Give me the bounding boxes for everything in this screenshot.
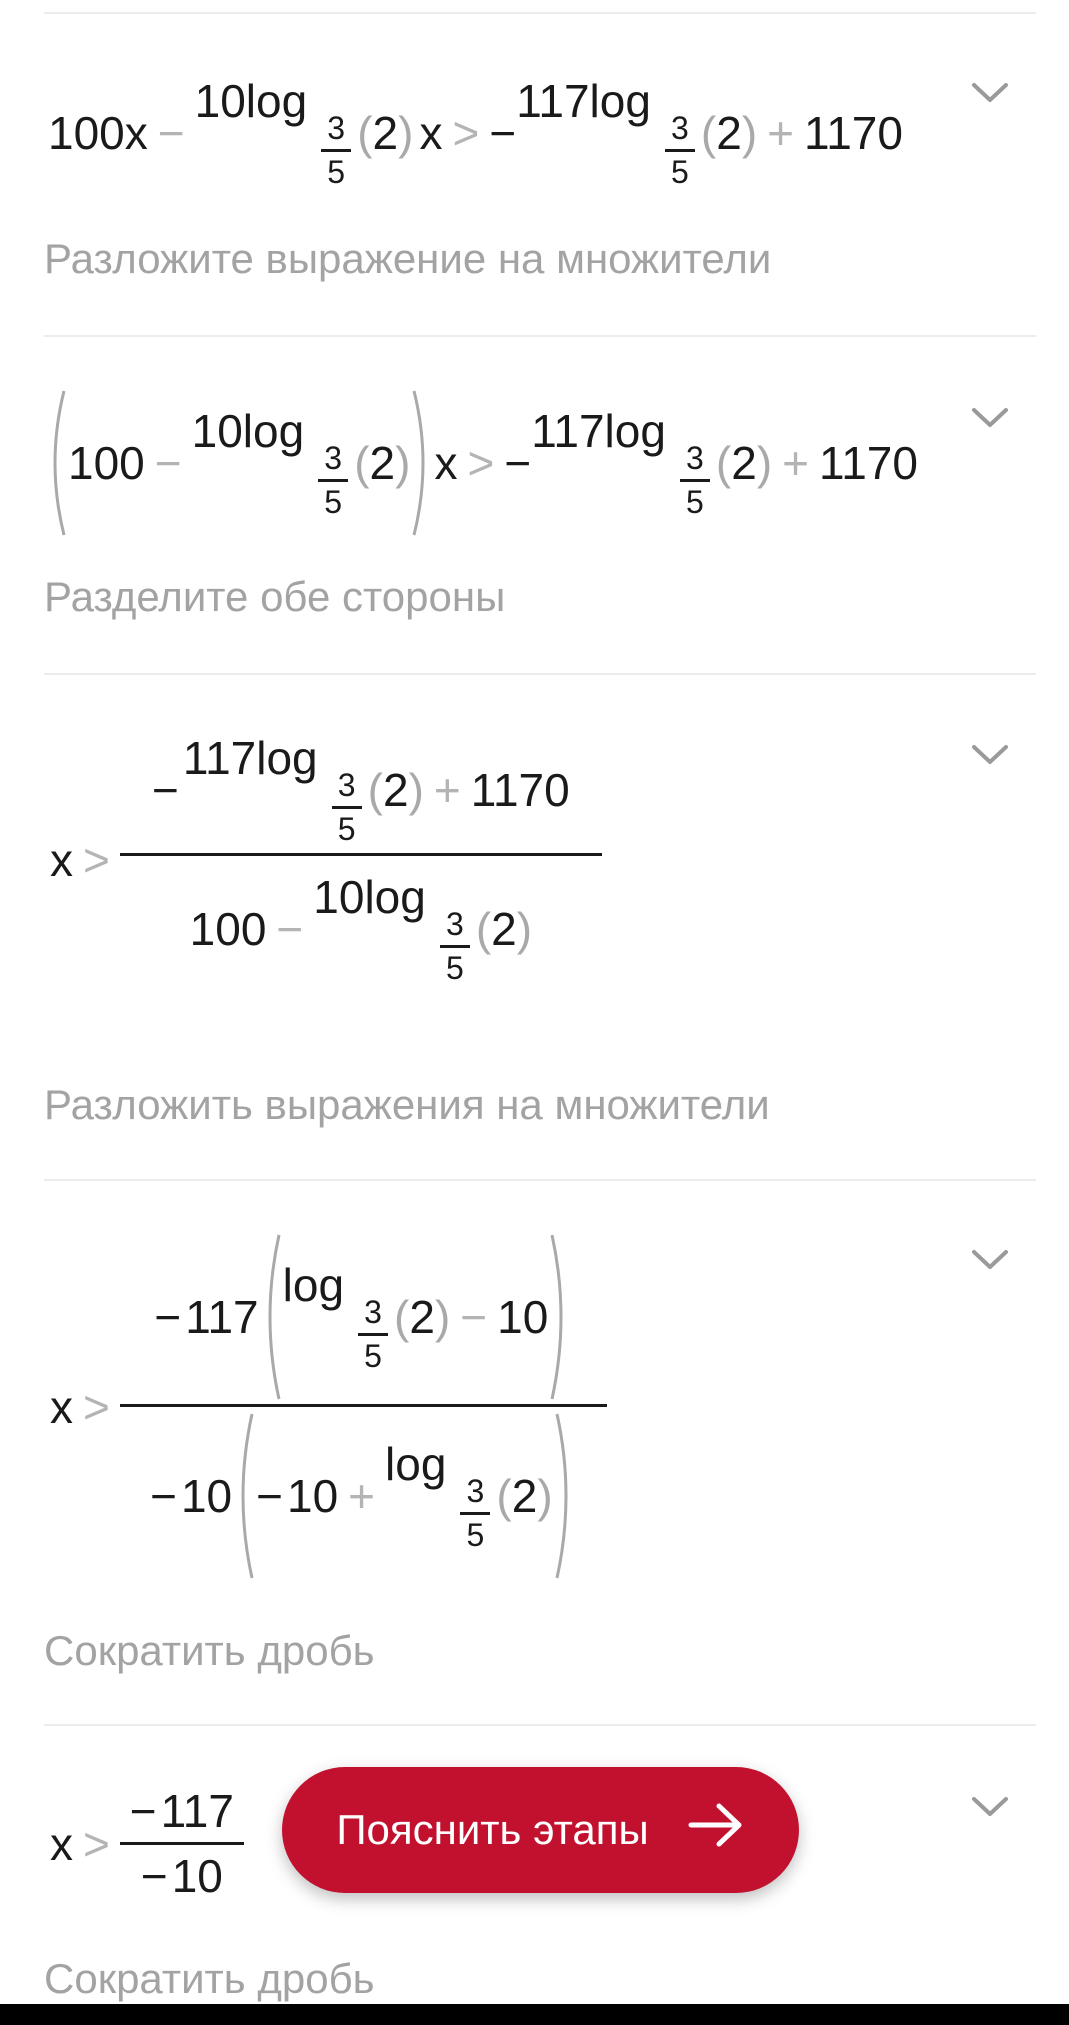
fraction	[120, 732, 602, 986]
arrow-right-icon	[687, 1802, 745, 1858]
step-divider	[44, 1179, 1036, 1181]
explain-steps-label: Пояснить этапы	[336, 1806, 649, 1853]
step-2-expression: 100 − 10log 3 5 ( 2 ) x > − 117log 3 5 ( 2 ) + 1170	[44, 388, 918, 538]
step-caption: Разделите обе стороны	[44, 573, 506, 620]
log-term: 10log 3 5	[192, 408, 355, 518]
numerator: − 117	[129, 1785, 234, 1837]
log-base: 3 5	[358, 1296, 388, 1372]
step-4-expression: x > − 117 log 3 5 ( 2 ) − 10 − 10 − 10 + log 3 5 ( 2 )	[50, 1232, 607, 1581]
denominator: − 10	[140, 1850, 223, 1902]
log-base: 3 5	[680, 442, 710, 518]
step-divider	[44, 673, 1036, 675]
step-5-expression: x > − 117 − 10	[50, 1788, 244, 1899]
fraction	[120, 1232, 607, 1581]
denominator: − 10 − 10 + log 3 5 ( 2 )	[150, 1411, 577, 1581]
log-base: 3 5	[665, 112, 695, 188]
log-base: 3 5	[318, 442, 348, 518]
log-term: 117log 3 5	[531, 408, 716, 518]
log-base: 3 5	[440, 908, 470, 984]
system-navigation-bar	[0, 2004, 1069, 2025]
log-term: 10log 3 5	[313, 874, 476, 984]
log-term: log 3 5	[283, 1262, 394, 1372]
fraction	[120, 1785, 244, 1902]
step-1-expression: 100x − 10log 3 5 ( 2 ) x > − 117log 3 5 ( 2 ) + 1170	[48, 75, 903, 190]
log-base: 3 5	[332, 769, 362, 845]
step-caption: Сократить дробь	[44, 1627, 375, 1674]
step-divider	[44, 1724, 1036, 1726]
chevron-down-icon[interactable]	[968, 1784, 1012, 1828]
numerator: − 117log 3 5 ( 2 ) + 1170	[152, 732, 570, 847]
step-divider	[44, 335, 1036, 337]
log-term: 117log 3 5	[183, 735, 368, 845]
fraction-bar	[120, 1842, 244, 1845]
log-base: 3 5	[460, 1475, 490, 1551]
fraction-bar	[120, 853, 602, 856]
fraction-bar	[120, 1404, 607, 1407]
log-term: 117log 3 5	[516, 78, 701, 188]
chevron-down-icon[interactable]	[968, 732, 1012, 776]
step-caption: Сократить дробь	[44, 1955, 375, 2002]
explain-steps-button[interactable]	[282, 1767, 799, 1893]
chevron-down-icon[interactable]	[968, 70, 1012, 114]
step-caption: Разложите выражение на множители	[44, 235, 772, 282]
log-term: 10log 3 5	[195, 78, 358, 188]
denominator: 100 − 10log 3 5 ( 2 )	[189, 871, 533, 986]
step-3-expression: x > − 117log 3 5 ( 2 ) + 1170 100 − 10log 3 5 ( 2 )	[50, 735, 602, 984]
step-caption: Разложить выражения на множители	[44, 1081, 770, 1128]
chevron-down-icon[interactable]	[968, 1237, 1012, 1281]
chevron-down-icon[interactable]	[968, 395, 1012, 439]
log-base: 3 5	[321, 112, 351, 188]
log-term: log 3 5	[385, 1441, 496, 1551]
top-divider	[44, 12, 1036, 14]
numerator: − 117 log 3 5 ( 2 ) − 10	[154, 1232, 572, 1402]
